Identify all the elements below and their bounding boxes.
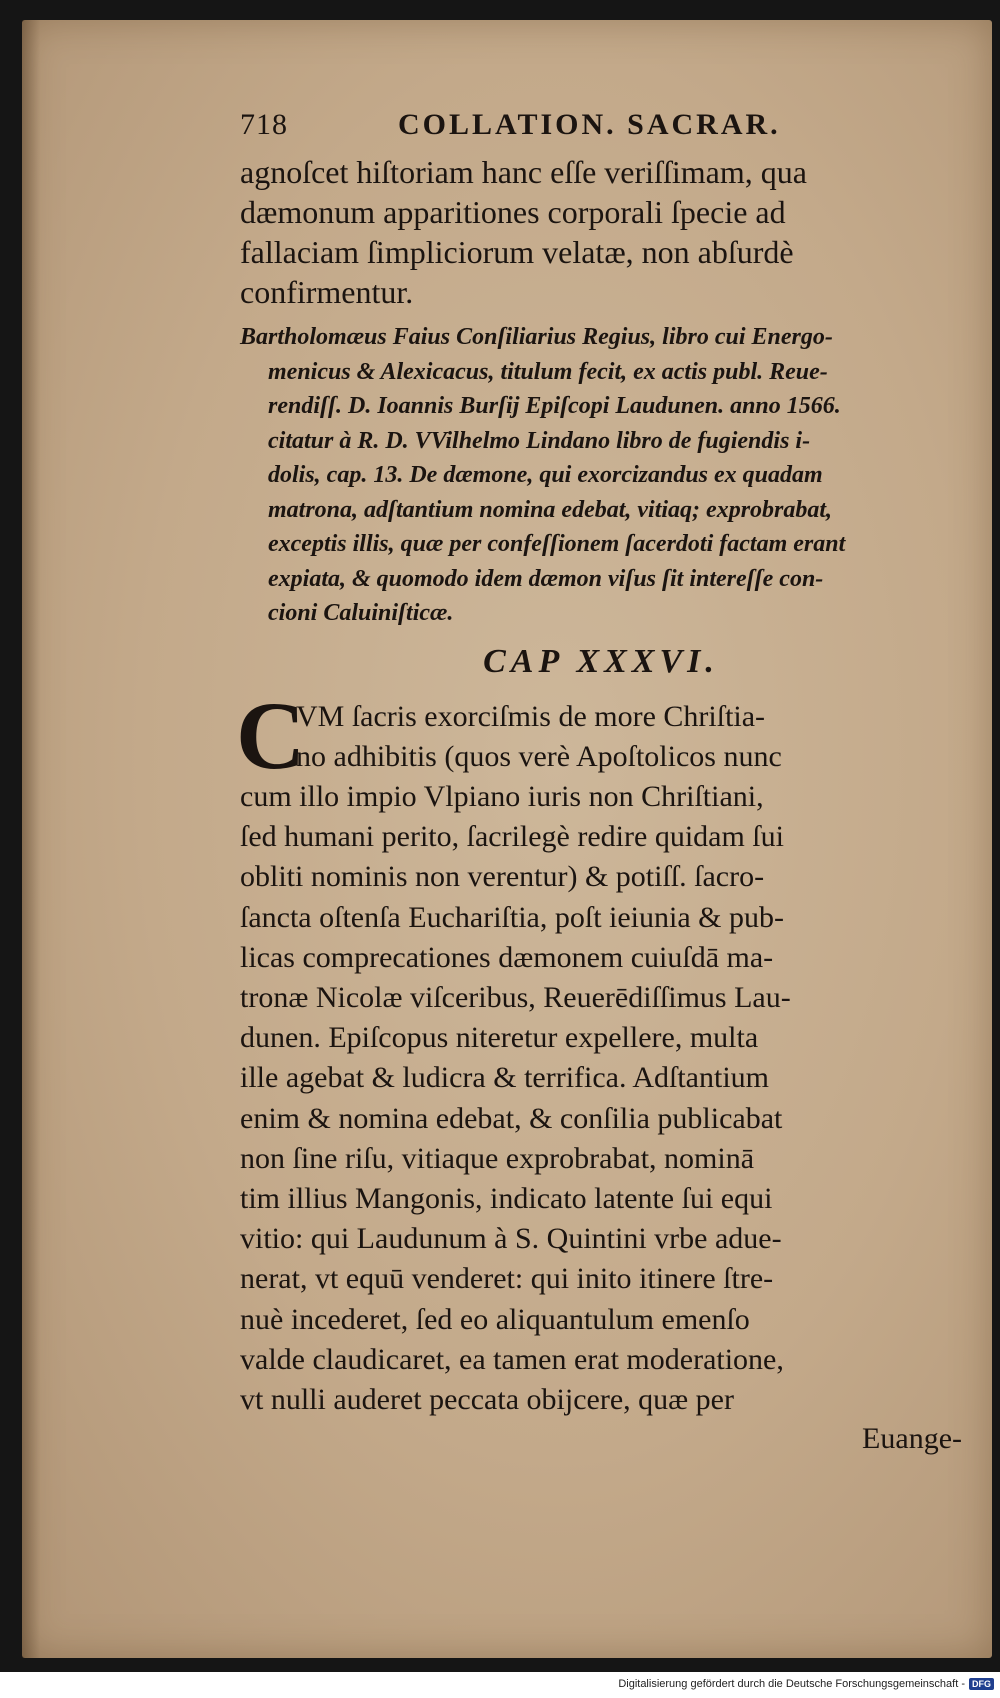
text-line: dæmonum apparitiones corporali ſpecie ad — [240, 194, 786, 230]
page-content — [236, 108, 962, 1456]
text-line: vt nulli auderet peccata obijcere, quæ per — [240, 1382, 734, 1416]
dfg-logo: DFG — [969, 1678, 994, 1690]
running-title: COLLATION. SACRAR. — [398, 108, 781, 141]
chapter-heading: CAP XXXVI. — [483, 642, 719, 680]
text-line: cum illo impio Vlpiano iuris non Chriſtiani, — [240, 779, 764, 813]
drop-cap-initial: C — [236, 681, 306, 789]
note-line: expiata, & quomodo idem dæmon viſus ſit intereſſe con- — [268, 565, 824, 592]
text-line: non ſine riſu, vitiaque exprobrabat, nominā — [240, 1141, 755, 1175]
text-line: confirmentur. — [240, 274, 414, 310]
text-line: fallaciam ſimpliciorum velatæ, non abſurdè — [240, 234, 794, 270]
text-line: nerat, vt equū venderet: qui inito itinere ſtre- — [240, 1262, 774, 1296]
text-line: ſancta oſtenſa Euchariſtia, poſt ieiunia & pub- — [240, 900, 784, 934]
text-line: ille agebat & ludicra & terrifica. Adſtantium — [240, 1061, 769, 1095]
text-line: no adhibitis (quos verè Apoſtolicos nunc — [296, 739, 782, 773]
text-line: nuè incederet, ſed eo aliquantulum emenſo — [240, 1302, 750, 1336]
page-gutter-shadow — [22, 20, 40, 1658]
chapter-summary-note — [240, 320, 962, 631]
text-line: dunen. Epiſcopus niteretur expellere, multa — [240, 1021, 759, 1055]
text-line: valde claudicaret, ea tamen erat moderatione, — [240, 1342, 784, 1376]
chapter-body — [236, 681, 962, 1421]
text-line: enim & nomina edebat, & conſilia publicabat — [240, 1101, 783, 1135]
text-line: ſed humani perito, ſacrilegè redire quidam ſui — [240, 820, 784, 854]
text-line: vitio: qui Laudunum à S. Quintini vrbe adue- — [240, 1222, 782, 1256]
text-line: obliti nominis non verentur) & potiſſ. ſacro- — [240, 860, 765, 894]
note-line: dolis, cap. 13. De dæmone, qui exorcizandus ex quadam — [268, 462, 823, 488]
note-line: exceptis illis, quæ per confeſſionem ſacerdoti factam erant — [268, 531, 846, 557]
text-line: tronæ Nicolæ viſceribus, Reuerēdiſſimus Lau- — [240, 980, 791, 1014]
opening-paragraph — [240, 152, 962, 312]
note-line: Bartholomæus Faius Conſiliarius Regius, libro cui Energo- — [240, 324, 833, 350]
digitization-credit — [618, 1678, 994, 1690]
page-number: 718 — [240, 108, 288, 141]
text-line: VM ſacris exorciſmis de more Chriſtia- — [296, 699, 766, 733]
note-line: rendiſſ. D. Ioannis Burſij Epiſcopi Laudunen. anno 1566. — [268, 393, 841, 419]
note-line: menicus & Alexicacus, titulum fecit, ex actis publ. Reue- — [268, 358, 828, 385]
credit-text: Digitalisierung gefördert durch die Deutsche Forschungsgemeinschaft - — [618, 1678, 965, 1690]
running-head — [240, 108, 962, 152]
catchword: Euange- — [862, 1422, 962, 1456]
note-line: matrona, adſtantium nomina edebat, vitiaq; exprobrabat, — [268, 496, 833, 523]
note-line: citatur à R. D. VVilhelmo Lindano libro de fugiendis i- — [268, 427, 811, 454]
note-line: cioni Caluiniſticæ. — [268, 600, 454, 626]
text-line: agnoſcet hiſtoriam hanc eſſe veriſſimam, qua — [240, 154, 807, 190]
text-line: tim illius Mangonis, indicato latente ſui equi — [240, 1181, 773, 1215]
text-line: licas comprecationes dæmonem cuiuſdā ma- — [240, 940, 774, 974]
